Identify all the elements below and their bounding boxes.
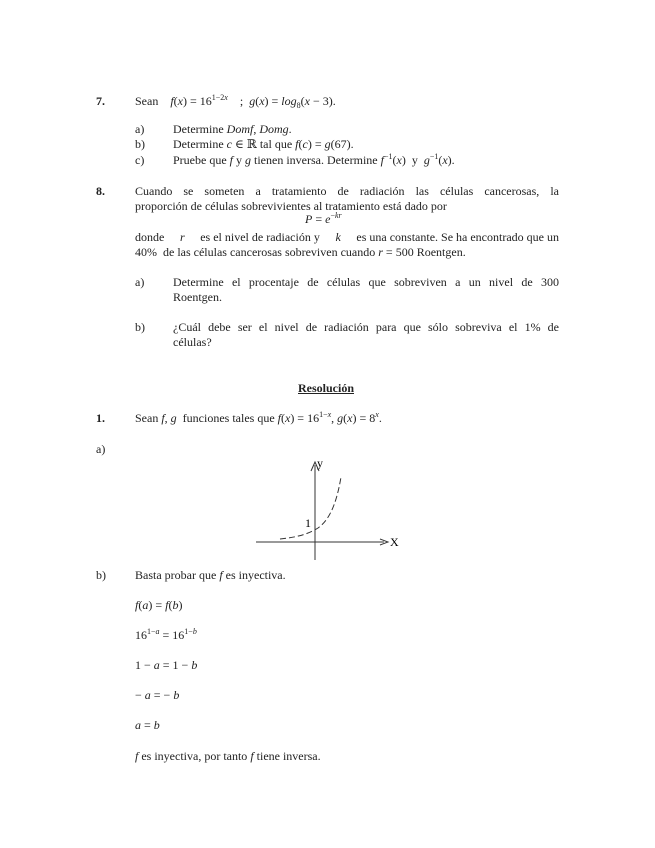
resolucion-heading: Resolución xyxy=(298,381,355,395)
res1-sean: Sean xyxy=(135,411,159,425)
problem-8-line3: donde r es el nivel de radiación y k es una constante. Se ha encontrado que un xyxy=(135,230,559,244)
step-2: $16^{1-a} = 16^{1-b}$ xyxy=(135,627,197,642)
conclusion-b: tiene inversa. xyxy=(256,749,321,763)
problem-8-line2: proporción de células sobrevivientes al tratamiento está dado por xyxy=(135,199,447,213)
res1-tales: funciones tales que xyxy=(182,411,275,425)
problem-7-statement: Sean $f(x) = 16^{1-2x}$ ; $g(x) = \log_8(x - 3)$. xyxy=(135,93,336,110)
conclusion-a: es inyectiva, por tanto xyxy=(141,749,248,763)
problem-7c-mid: tienen inversa. Determine xyxy=(254,153,378,167)
resolution-1-number: 1. xyxy=(96,411,105,425)
problem-8a-line1: Determine el procentaje de células que sobreviven a un nivel de 300 xyxy=(173,275,559,289)
resolution-1-text: Sean f, g funciones tales que $f(x) = 16^{1-x}$, $g(x) = 8^x$. xyxy=(135,410,382,425)
step-1: f(a) = f(b) xyxy=(135,598,183,612)
problem-7c-y: y xyxy=(411,153,418,167)
problem-7a-text: Determine Domf, Domg. xyxy=(173,122,292,136)
part-b-text: Basta probar que f es inyectiva. xyxy=(135,568,286,582)
intercept-label: 1 xyxy=(305,516,311,530)
part-a-label: a) xyxy=(96,442,106,456)
line3-constante: es una constante. Se ha encontrado que un xyxy=(356,230,559,244)
problem-7b-label: b) xyxy=(135,137,145,151)
problem-7a-label: a) xyxy=(135,122,145,136)
y-axis-label: y xyxy=(317,456,323,470)
problem-7c-verb: Pruebe que xyxy=(173,153,227,167)
problem-7a-verb: Determine xyxy=(173,122,224,136)
step-3: 1 − a = 1 − b xyxy=(135,658,198,672)
partb-inyectiva: es inyectiva. xyxy=(225,568,286,582)
problem-8a-label: a) xyxy=(135,275,145,289)
part-b-label: b) xyxy=(96,568,106,582)
problem-8b-line1: ¿Cuál debe ser el nivel de radiación para que sólo sobreviva el 1% de xyxy=(173,320,559,334)
exponential-graph xyxy=(250,455,410,565)
problem-7b-verb: Determine xyxy=(173,137,224,151)
problem-8-number: 8. xyxy=(96,184,105,198)
line3-donde: donde xyxy=(135,230,165,244)
x-axis-label: X xyxy=(390,535,399,549)
line4-percent: 40% xyxy=(135,245,157,259)
line4-value: 500 xyxy=(395,245,414,259)
problem-7a-comma: , xyxy=(253,122,257,136)
problem-8b-line2: células? xyxy=(173,335,212,349)
step-4: − a = − b xyxy=(135,688,180,702)
f-definition: $f(x) = 16^{1-2x}$ xyxy=(170,93,228,108)
problem-8-line1: Cuando se someten a tratamiento de radiación las células cancerosas, la xyxy=(135,184,559,198)
conclusion: f es inyectiva, por tanto f tiene inversa. xyxy=(135,749,321,763)
problem-7c-label: c) xyxy=(135,153,145,167)
problem-8a-line2: Roentgen. xyxy=(173,290,222,304)
problem-7b-text: Determine c ∈ ℝ tal que f(c) = g(67). xyxy=(173,137,354,151)
problem-7c-text: Pruebe que f y g tienen inversa. Determine $f^{-1}(x)$ y $g^{-1}(x)$. xyxy=(173,152,455,167)
step-5: a = b xyxy=(135,718,160,732)
problem-8b-label: b) xyxy=(135,320,145,334)
line4-text: de las células cancerosas sobreviven cuando xyxy=(163,245,376,259)
partb-basta: Basta probar que xyxy=(135,568,217,582)
g-definition: $g(x) = \log_8(x - 3)$. xyxy=(249,94,336,110)
line4-unit: Roentgen. xyxy=(416,245,466,259)
problem-7-number: 7. xyxy=(96,94,105,108)
line3-nivel: es el nivel de radiación y xyxy=(200,230,320,244)
sean-label: Sean xyxy=(135,94,159,108)
problem-8-line4: 40% de las células cancerosas sobreviven cuando r = 500 Roentgen. xyxy=(135,245,466,259)
decay-formula: $P = e^{-kr}$ xyxy=(305,211,342,226)
problem-7b-mid: tal que xyxy=(259,137,293,151)
